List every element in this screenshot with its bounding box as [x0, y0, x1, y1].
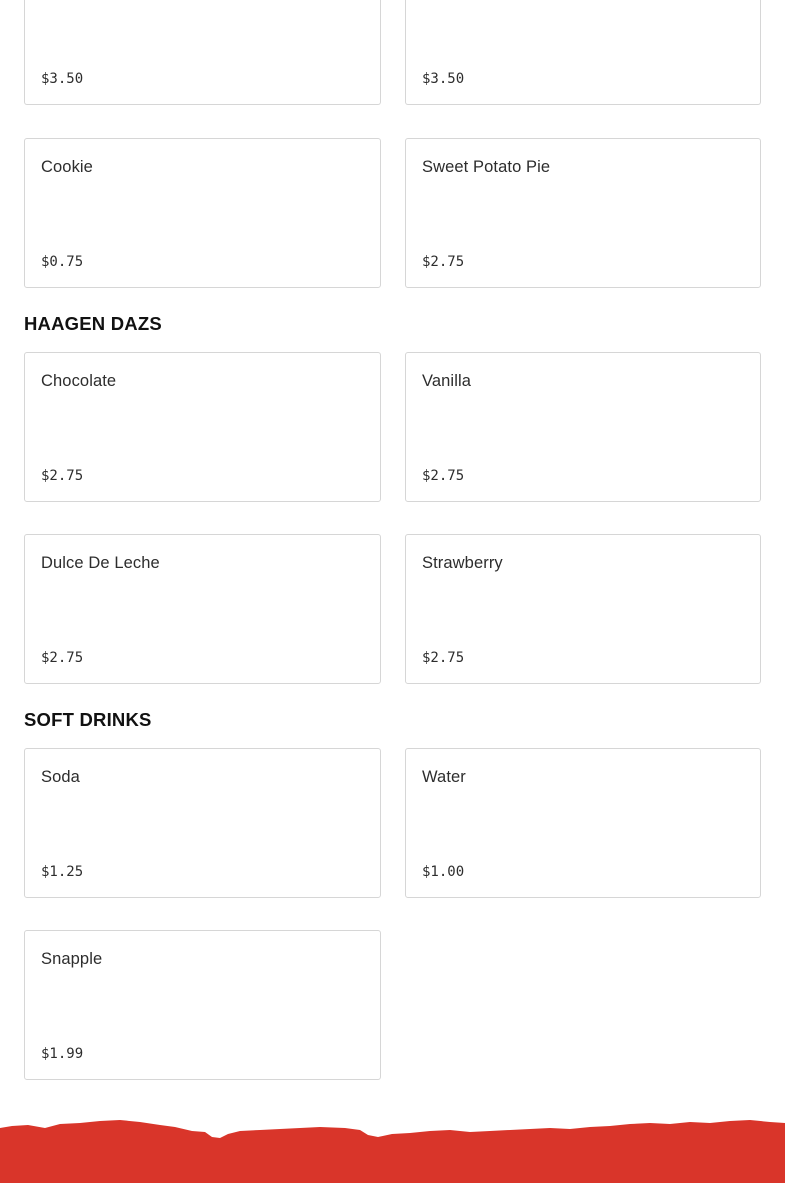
- torn-paper-footer: [0, 1115, 785, 1183]
- menu-item-price: $1.99: [41, 1046, 84, 1062]
- menu-item-price: $3.50: [422, 71, 465, 87]
- menu-item-name: Snapple: [41, 950, 103, 968]
- menu-item-card-snapple[interactable]: [24, 930, 381, 1080]
- menu-item-card-cookie[interactable]: [24, 138, 381, 288]
- menu-item-price: $2.75: [41, 468, 84, 484]
- menu-item-card-water[interactable]: [405, 748, 761, 898]
- footer-torn-edge: [0, 1120, 785, 1183]
- section-title-haagen-dazs: HAAGEN DAZS: [24, 313, 162, 334]
- menu-item-price: $1.25: [41, 864, 84, 880]
- menu-item-price: $0.75: [41, 254, 84, 270]
- menu-item-price: $2.75: [422, 650, 465, 666]
- menu-item-price: $2.75: [422, 254, 465, 270]
- menu-item-name: Vanilla: [422, 372, 472, 390]
- menu-item-name: Soda: [41, 768, 80, 786]
- menu-item-name: Chocolate: [41, 372, 117, 390]
- menu-item-name: Water: [422, 768, 466, 786]
- menu-item-name: Sweet Potato Pie: [422, 158, 551, 176]
- menu-item-price: $1.00: [422, 864, 465, 880]
- menu-item-price: $3.50: [41, 71, 84, 87]
- menu-item-card[interactable]: [405, 0, 761, 105]
- menu-item-name: Strawberry: [422, 554, 503, 572]
- menu-item-card-strawberry[interactable]: [405, 534, 761, 684]
- menu-item-name: Dulce De Leche: [41, 554, 160, 572]
- menu-item-card[interactable]: [24, 0, 381, 105]
- menu-item-card-chocolate[interactable]: [24, 352, 381, 502]
- section-title-soft-drinks: SOFT DRINKS: [24, 709, 152, 730]
- menu-item-card-vanilla[interactable]: [405, 352, 761, 502]
- menu-item-card-dulce-de-leche[interactable]: [24, 534, 381, 684]
- menu-item-price: $2.75: [41, 650, 84, 666]
- menu-item-card-soda[interactable]: [24, 748, 381, 898]
- menu-item-name: Cookie: [41, 158, 93, 176]
- menu-item-card-sweet-potato-pie[interactable]: [405, 138, 761, 288]
- menu-item-price: $2.75: [422, 468, 465, 484]
